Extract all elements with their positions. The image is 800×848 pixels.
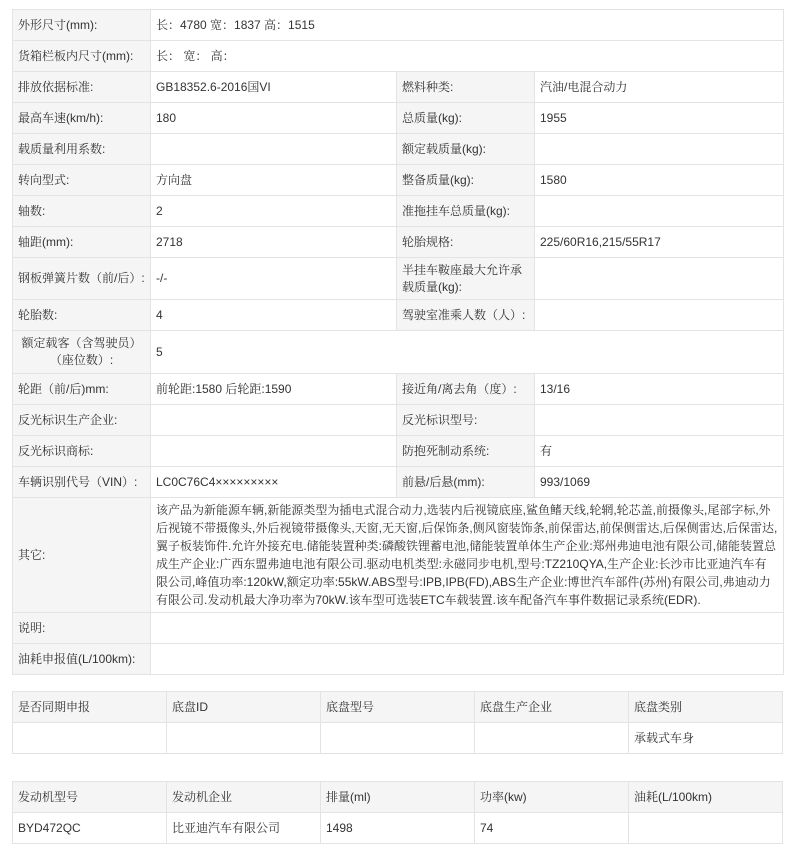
spec-row-steering [13, 165, 784, 196]
spec-row-tires [13, 300, 784, 331]
table-row [13, 723, 783, 754]
chassis-header-cell: 底盘生产企业 [475, 692, 629, 723]
chassis-header-cell: 是否同期申报 [13, 692, 167, 723]
chassis-cell [321, 723, 475, 754]
abs-value: 有 [535, 436, 784, 467]
saddle-load-value [535, 258, 784, 300]
reflector-maker-value [151, 405, 397, 436]
vehicle-spec-table [12, 9, 784, 675]
chassis-cell [167, 723, 321, 754]
rated-load-label: 额定载质量(kg): [397, 134, 535, 165]
overhang-value: 993/1069 [535, 467, 784, 498]
leaf-spring-value: -/- [151, 258, 397, 300]
axles-value: 2 [151, 196, 397, 227]
spec-row-wheelbase [13, 227, 784, 258]
emission-standard-label: 排放依据标准: [13, 72, 151, 103]
engine-cell: 1498 [321, 813, 475, 844]
engine-cell [629, 813, 783, 844]
tire-count-value: 4 [151, 300, 397, 331]
cargo-box-value: 长： 宽： 高： [151, 41, 784, 72]
seating-value: 5 [151, 331, 784, 374]
note-value [151, 613, 784, 644]
engine-table [12, 781, 783, 844]
spec-row-consumption [13, 644, 784, 675]
seating-label: 额定载客（含驾驶员）（座位数）: [13, 331, 151, 374]
spec-row-emission [13, 72, 784, 103]
chassis-header-cell: 底盘型号 [321, 692, 475, 723]
chassis-cell [475, 723, 629, 754]
chassis-table [12, 691, 783, 754]
engine-header-cell: 油耗(L/100km) [629, 782, 783, 813]
engine-header-cell: 发动机型号 [13, 782, 167, 813]
approach-angle-value: 13/16 [535, 374, 784, 405]
axles-label: 轴数: [13, 196, 151, 227]
max-speed-value: 180 [151, 103, 397, 134]
table-row [13, 813, 783, 844]
vin-value: LC0C76C4××××××××× [151, 467, 397, 498]
tire-spec-value: 225/60R16,215/55R17 [535, 227, 784, 258]
track-width-value: 前轮距:1580 后轮距:1590 [151, 374, 397, 405]
chassis-header-cell: 底盘ID [167, 692, 321, 723]
emission-standard-value: GB18352.6-2016国VI [151, 72, 397, 103]
reflector-model-value [535, 405, 784, 436]
tow-mass-label: 准拖挂车总质量(kg): [397, 196, 535, 227]
wheelbase-value: 2718 [151, 227, 397, 258]
load-utilization-label: 载质量利用系数: [13, 134, 151, 165]
spec-row-note [13, 613, 784, 644]
abs-label: 防抱死制动系统: [397, 436, 535, 467]
other-value: 该产品为新能源车辆,新能源类型为插电式混合动力,选装内后视镜底座,鲨鱼鳍天线,轮辋,轮芯盖,前摄像头,尾部字标,外后视镜不带摄像头,外后视镜带摄像头,天窗,无天窗,后保饰条,侧风窗装饰条,前保雷达,前保侧雷达,后保侧雷达,后保雷达,翼子板装饰件.允许外接充电.储能装置种类:磷酸铁锂蓄电池,储能装置单体生产企业:郑州弗迪电池有限公司,储能装置总成生产企业:广西东盟弗迪电池有限公司.驱动电机类型:永磁同步电机,型号:TZ210QYA,生产企业:长沙市比亚迪汽车有限公司,峰值功率:120kW,额定功率:55kW.ABS型号:IPB,IPB(FD),ABS生产企业:博世汽车部件(苏州)有限公司,弗迪动力有限公司.发动机最大净功率为70kW.该车型可选装ETC车载装置.该车配备汽车事件数据记录系统(EDR). [151, 498, 784, 613]
spec-row-reflect-maker [13, 405, 784, 436]
spec-row-load [13, 134, 784, 165]
total-mass-value: 1955 [535, 103, 784, 134]
cargo-box-label: 货箱栏板内尺寸(mm): [13, 41, 151, 72]
note-label: 说明: [13, 613, 151, 644]
chassis-header-row [13, 692, 783, 723]
spec-row-reflect-brand [13, 436, 784, 467]
dimensions-label: 外形尺寸(mm): [13, 10, 151, 41]
reflector-maker-label: 反光标识生产企业: [13, 405, 151, 436]
tire-count-label: 轮胎数: [13, 300, 151, 331]
overhang-label: 前悬/后悬(mm): [397, 467, 535, 498]
engine-cell: BYD472QC [13, 813, 167, 844]
other-label: 其它: [13, 498, 151, 613]
approach-angle-label: 接近角/离去角（度）: [397, 374, 535, 405]
spec-row-cargo [13, 41, 784, 72]
rated-load-value [535, 134, 784, 165]
chassis-cell [13, 723, 167, 754]
engine-cell: 74 [475, 813, 629, 844]
dimensions-value: 长：4780 宽：1837 高：1515 [151, 10, 784, 41]
total-mass-label: 总质量(kg): [397, 103, 535, 134]
steering-value: 方向盘 [151, 165, 397, 196]
wheelbase-label: 轴距(mm): [13, 227, 151, 258]
spec-row-dimensions [13, 10, 784, 41]
reflector-model-label: 反光标识型号: [397, 405, 535, 436]
spec-row-speed [13, 103, 784, 134]
tire-spec-label: 轮胎规格: [397, 227, 535, 258]
spec-row-track [13, 374, 784, 405]
engine-header-cell: 排量(ml) [321, 782, 475, 813]
fuel-consumption-label: 油耗申报值(L/100km): [13, 644, 151, 675]
fuel-consumption-value [151, 644, 784, 675]
chassis-cell: 承载式车身 [629, 723, 783, 754]
engine-header-row [13, 782, 783, 813]
cab-capacity-value [535, 300, 784, 331]
fuel-type-value: 汽油/电混合动力 [535, 72, 784, 103]
engine-header-cell: 功率(kw) [475, 782, 629, 813]
chassis-header-cell: 底盘类别 [629, 692, 783, 723]
spec-row-vin [13, 467, 784, 498]
vin-label: 车辆识别代号（VIN）: [13, 467, 151, 498]
engine-header-cell: 发动机企业 [167, 782, 321, 813]
engine-cell: 比亚迪汽车有限公司 [167, 813, 321, 844]
curb-mass-label: 整备质量(kg): [397, 165, 535, 196]
spec-row-seats [13, 331, 784, 374]
steering-label: 转向型式: [13, 165, 151, 196]
reflector-brand-value [151, 436, 397, 467]
cab-capacity-label: 驾驶室准乘人数（人）: [397, 300, 535, 331]
reflector-brand-label: 反光标识商标: [13, 436, 151, 467]
max-speed-label: 最高车速(km/h): [13, 103, 151, 134]
tow-mass-value [535, 196, 784, 227]
track-width-label: 轮距（前/后)mm: [13, 374, 151, 405]
spec-row-other [13, 498, 784, 613]
fuel-type-label: 燃料种类: [397, 72, 535, 103]
spec-row-axles [13, 196, 784, 227]
saddle-load-label: 半挂车鞍座最大允许承载质量(kg): [397, 258, 535, 300]
curb-mass-value: 1580 [535, 165, 784, 196]
spec-row-spring [13, 258, 784, 300]
load-utilization-value [151, 134, 397, 165]
leaf-spring-label: 钢板弹簧片数（前/后）: [13, 258, 151, 300]
